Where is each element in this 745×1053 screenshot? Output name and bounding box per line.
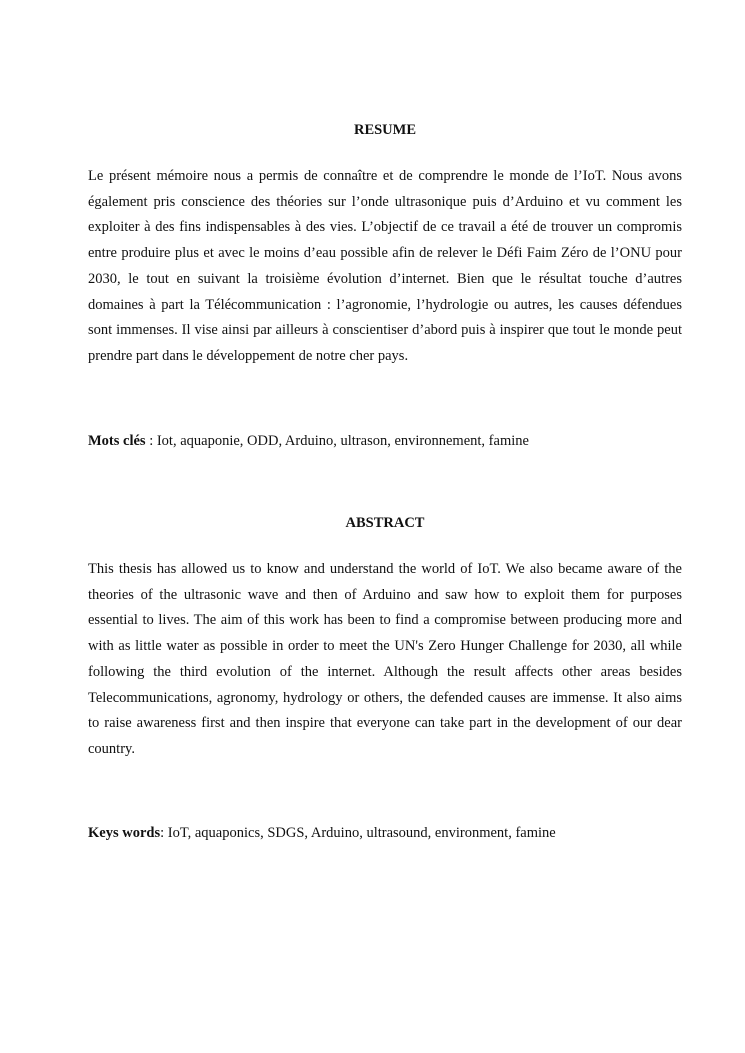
resume-keywords-value: : Iot, aquaponie, ODD, Arduino, ultrason, environnement, famine [145,433,529,449]
abstract-keywords [88,824,682,842]
resume-heading: RESUME [353,122,417,138]
abstract-heading: ABSTRACT [345,515,425,531]
abstract-paragraph: This thesis has allowed us to know and understand the world of IoT. We also became aware of the theories of the ultrasonic wave and then of Arduino and saw how to exploit them for purposes essential to lives. The aim of this work has been to find a compromise between producing more and with as little water as possible in order to meet the UN's Zero Hunger Challenge for 2030, all while following the third evolution of the internet. Although the result affects other areas besides Telecommunications, agronomy, hydrology or others, the defended causes are immense. It also aims to raise awareness first and then inspire that everyone can take part in the development of our dear country. [88,561,682,757]
abstract-keywords-label: Keys words [88,825,161,841]
resume-keywords [88,432,682,450]
resume-keywords-label: Mots clés [88,433,146,449]
resume-paragraph: Le présent mémoire nous a permis de connaître et de comprendre le monde de l’IoT. Nous avons également pris conscience des théories sur l’onde ultrasonique puis d’Arduino et vu comment les exploiter à des fins indispensables à des vies. L’objectif de ce travail a été de trouver un compromis entre produire plus et avec le moins d’eau possible afin de relever le Défi Faim Zéro de l’ONU pour 2030, le tout en suivant la troisième évolution d’internet. Bien que le résultat touche d’autres domaines à part la Télécommunication : l’agronomie, l’hydrologie ou autres, les causes défendues sont immenses. Il vise ainsi par ailleurs à conscientiser d’abord puis à inspirer que tout le monde peut prendre part dans le développement de notre cher pays. [88,168,682,364]
abstract-keywords-value: : IoT, aquaponics, SDGS, Arduino, ultrasound, environment, famine [160,825,556,841]
